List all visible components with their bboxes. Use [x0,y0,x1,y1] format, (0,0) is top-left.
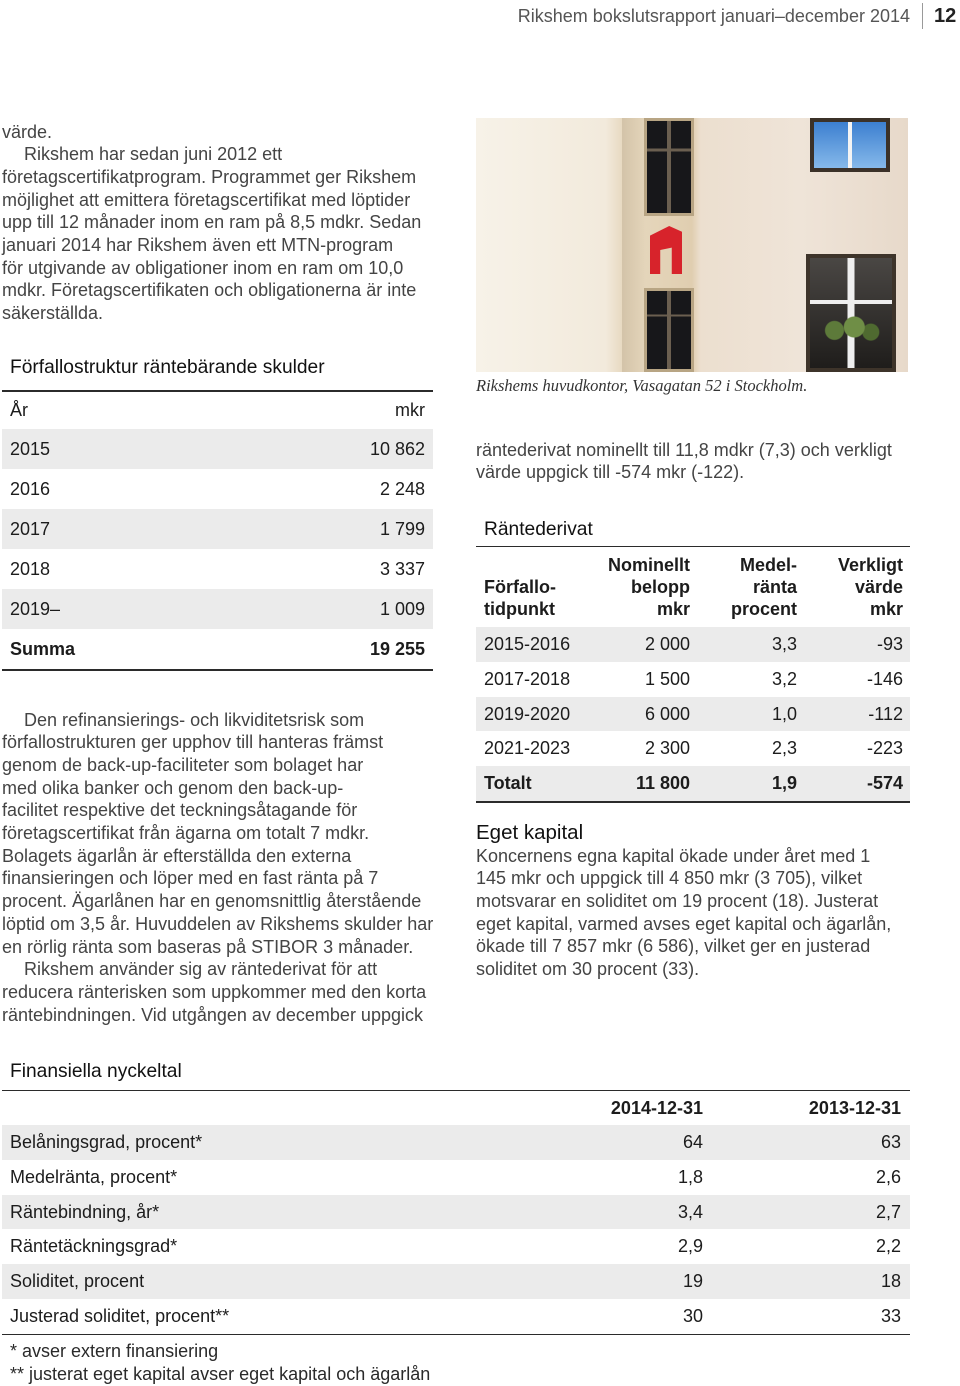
fair-value-column-header [838,554,903,620]
maturity-total-row [2,629,433,669]
key-figures-bottom-rule [2,1334,910,1336]
metric-label: Räntetäckningsgrad* [10,1236,178,1257]
total-fair-value: -574 [866,773,903,794]
table-row [476,697,910,732]
table-row [2,1229,910,1264]
table-row [2,1264,910,1299]
table-row [2,1160,910,1195]
header-line: mkr [869,599,903,619]
header-line: ränta [752,577,797,597]
nominal-cell: 6 000 [644,703,690,724]
text-line: finansieringen och löper med en fast ränta på 7 [2,868,379,889]
derivatives-table-title: Räntederivat [484,519,593,540]
amount-cell: 10 862 [369,439,425,459]
footnote: ** justerat eget kapital avser eget kapital och ägarlån [10,1363,431,1384]
table-row [2,1195,910,1230]
amount-cell: 1 799 [379,519,425,539]
report-title: Rikshem bokslutsrapport januari–december 2014 [517,6,910,26]
header-line: belopp [631,577,690,597]
derivatives-table-top-rule [476,546,910,548]
value-2014: 2,9 [677,1236,703,1257]
derivatives-total-row [476,766,910,801]
text-line: Rikshem använder sig av räntederivat för att [24,959,378,980]
text-line: möjlighet att emittera företagscertifikat med löptider [2,189,411,210]
value-2013: 2,2 [875,1236,901,1257]
photo-caption: Rikshems huvudkontor, Vasagatan 52 i Stockholm. [476,376,808,395]
total-label: Summa [10,639,76,659]
risk-paragraph [2,709,433,1027]
header-line: Verkligt [837,555,903,575]
maturity-table-title: Förfallostruktur räntebärande skulder [10,357,325,378]
text-line: för utgivande av obligationer inom en ram om 10,0 [2,257,404,278]
nominal-cell: 2 000 [644,634,690,654]
derivatives-table-header [476,554,910,620]
table-row [476,627,910,662]
text-line: reducera ränterisken som uppkommer med den korta [2,981,427,1002]
header-line: procent [730,599,797,619]
table-row [2,1125,910,1160]
text-line: räntebindningen. Vid utgången av december uppgick [2,1004,423,1025]
value-2014: 19 [682,1271,703,1292]
year-2014-column-header: 2014-12-31 [610,1098,703,1118]
text-line: företagscertifikatprogram. Programmet ger Rikshem [2,167,417,188]
page-number: 12 [934,5,957,27]
value-2013: 2,7 [875,1201,901,1222]
value-2013: 33 [880,1306,901,1326]
metric-label: Räntebindning, år* [10,1201,160,1222]
window-upper-right [810,118,890,172]
table-row [476,662,910,697]
header-separator [922,3,923,29]
nominal-cell: 1 500 [644,668,690,689]
total-label: Totalt [484,773,532,794]
text-line: en rörlig ränta som baseras på STIBOR 3 månader. [2,936,414,957]
year-cell: 2017 [10,519,51,539]
table-row [2,1299,910,1334]
year-2013-column-header: 2013-12-31 [808,1098,901,1118]
headquarters-photo [476,118,908,372]
derivatives-paragraph [476,439,892,484]
window-upper-left [644,118,694,216]
text-line: företagscertifikat från ägarna om totalt 7 mdkr. [2,823,370,844]
metric-label: Justerad soliditet, procent** [10,1306,230,1326]
window-plants [818,310,884,344]
fair-value-cell: -112 [868,703,903,724]
avg-rate-cell: 2,3 [771,738,797,759]
text-line: upp till 12 månader inom en ram på 8,5 mdkr. Sedan [2,212,422,233]
value-2014: 64 [682,1132,703,1152]
amount-column-header: mkr [395,400,425,420]
wall-corner-shadow [622,118,646,372]
text-line: värde. [2,121,53,142]
table-row [2,469,433,509]
avg-rate-cell: 3,3 [771,634,797,654]
year-cell: 2019– [10,599,61,619]
text-line: genom de back-up-faciliteter som bolaget har [2,755,364,776]
value-2013: 18 [880,1271,901,1292]
total-nominal: 11 800 [635,773,690,794]
nominal-cell: 2 300 [644,738,690,759]
metric-label: Belåningsgrad, procent* [10,1132,203,1152]
maturity-column-header [484,554,556,620]
text-line: förfallostrukturen ger upphov till hanteras främst [2,732,384,753]
period-cell: 2017-2018 [484,668,571,689]
period-cell: 2015-2016 [484,634,571,654]
text-line: soliditet om 30 procent (33). [476,959,700,980]
text-line: med olika banker och genom den back-up- [2,777,344,798]
text-line: mdkr. Företagscertifikaten och obligationerna är inte [2,280,417,301]
avg-rate-column-header [731,554,797,620]
footnote: * avser extern finansiering [10,1341,219,1361]
text-line: löptid om 3,5 år. Huvuddelen av Rikshems skulder har [2,913,434,934]
header-line: mkr [656,599,690,619]
key-figures-title: Finansiella nyckeltal [10,1061,182,1082]
value-2013: 63 [880,1132,901,1152]
metric-label: Soliditet, procent [10,1271,145,1292]
derivatives-table-bottom-rule [476,801,910,803]
avg-rate-cell: 3,2 [771,668,797,689]
fair-value-cell: -223 [866,738,903,759]
intro-paragraph [2,121,421,325]
year-cell: 2018 [10,559,51,579]
value-2014: 1,8 [677,1166,703,1187]
table-row [2,589,433,629]
text-line: Koncernens egna kapital ökade under året med 1 [476,845,871,866]
text-line: räntederivat nominellt till 11,8 mdkr (7,3) och verkligt [476,439,892,460]
maturity-table-header [2,391,433,429]
text-line: Den refinansierings- och likviditetsrisk som [24,709,365,730]
header-line: värde [854,577,903,597]
window-lower-left [644,288,694,372]
text-line: facilitet respektive det teckningsåtagande för [2,800,358,821]
header-line: Medel- [739,555,797,575]
footnotes [10,1340,430,1385]
text-line: säkerställda. [2,303,104,324]
rikshem-logo-sign [650,226,682,274]
year-cell: 2015 [10,439,51,459]
value-2014: 30 [682,1306,703,1326]
period-cell: 2021-2023 [484,738,571,759]
metric-label: Medelränta, procent* [10,1166,178,1187]
text-line: 145 mkr och uppgick till 4 850 mkr (3 705), vilket [476,868,863,889]
text-line: januari 2014 har Rikshem även ett MTN-program [2,235,394,256]
total-avg-rate: 1,9 [771,773,797,794]
table-row [476,731,910,766]
amount-cell: 2 248 [379,479,425,499]
text-line: eget kapital, varmed avses eget kapital och ägarlån, [476,913,892,934]
header-line: tidpunkt [484,599,555,619]
value-2013: 2,6 [875,1166,901,1187]
text-line: värde uppgick till -574 mkr (-122). [476,462,745,483]
equity-paragraph [476,845,891,981]
text-line: procent. Ägarlånen har en genomsnittlig återstående [2,891,422,912]
amount-cell: 3 337 [379,559,425,579]
amount-cell: 1 009 [379,599,425,619]
year-cell: 2016 [10,479,51,499]
equity-heading: Eget kapital [476,821,584,844]
fair-value-cell: -146 [866,668,903,689]
table-row [2,549,433,589]
key-figures-header [2,1091,910,1125]
value-2014: 3,4 [677,1201,703,1222]
table-row [2,509,433,549]
text-line: ökade till 7 857 mkr (6 586), vilket ger en justerad [476,936,871,957]
year-column-header: År [10,400,28,420]
text-line: Rikshem har sedan juni 2012 ett [24,144,283,165]
maturity-table-bottom-rule [2,669,433,671]
period-cell: 2019-2020 [484,703,571,724]
total-amount: 19 255 [369,639,425,659]
header-line: Nominellt [607,555,690,575]
text-line: Bolagets ägarlån är efterställda den externa [2,845,352,866]
fair-value-cell: -93 [876,634,903,654]
header-line: Förfallo- [484,577,556,597]
text-line: motsvarar en soliditet om 19 procent (18). Justerat [476,891,879,912]
nominal-column-header [608,554,690,620]
avg-rate-cell: 1,0 [771,703,797,724]
table-row [2,429,433,469]
